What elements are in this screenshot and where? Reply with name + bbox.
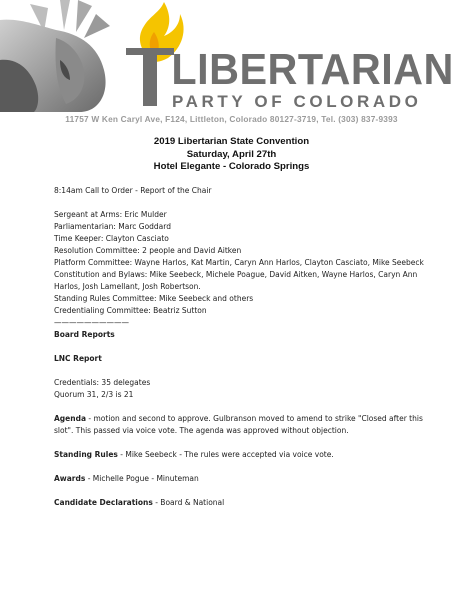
event-date: Saturday, April 27th: [186, 148, 277, 160]
officer-line: Sergeant at Arms: Eric Mulder: [54, 210, 167, 219]
candidate-label: Candidate Declarations: [54, 498, 153, 507]
officer-line: Time Keeper: Clayton Casciato: [54, 234, 169, 243]
org-title-text: LIBERTARIAN: [171, 45, 454, 94]
officer-line: Standing Rules Committee: Mike Seebeck and others: [54, 294, 254, 303]
candidate-text: - Board & National: [152, 498, 225, 507]
org-title: [171, 45, 454, 94]
awards-label: Awards: [54, 474, 86, 483]
standing-rules-paragraph: [54, 449, 424, 461]
event-title: 2019 Libertarian State Convention: [153, 136, 310, 147]
call-to-order: 8:14am Call to Order - Report of the Chair: [54, 186, 212, 195]
logo-t-stem: [143, 48, 157, 106]
standing-rules-label: Standing Rules: [54, 450, 118, 459]
officer-line: Credentialing Committee: Beatriz Sutton: [54, 306, 207, 315]
board-reports-heading: Board Reports: [54, 330, 115, 339]
officer-line: Constitution and Bylaws: Mike Seebeck, Michele Poague, David Aitken, Wayne Harlos, Caryn Ann Harlos, Josh Lamellant, Josh Robertson.: [54, 270, 418, 291]
standing-rules-text: - Mike Seebeck - The rules were accepted via voice vote.: [117, 450, 334, 459]
awards-text: - Michelle Pogue - Minuteman: [85, 474, 199, 483]
statue-of-liberty-icon: [0, 0, 120, 112]
officer-line: Platform Committee: Wayne Harlos, Kat Martin, Caryn Ann Harlos, Clayton Casciato, Mike Seebeck: [54, 258, 424, 267]
candidate-paragraph: [54, 497, 424, 509]
org-subtitle: PARTY OF COLORADO: [172, 92, 422, 111]
lnc-report-heading: LNC Report: [54, 354, 102, 363]
event-header: [0, 136, 463, 174]
event-venue: Hotel Elegante - Colorado Springs: [153, 161, 310, 172]
org-address: 11757 W Ken Caryl Ave, F124, Littleton, Colorado 80127-3719, Tel. (303) 837-9393: [65, 114, 398, 124]
officer-line: Resolution Committee: 2 people and David Aitken: [54, 246, 242, 255]
agenda-text: - motion and second to approve. Gulbranson moved to amend to strike "Closed after this slot". This passed via voice vote. The agenda was approved without objection.: [54, 414, 423, 435]
divider-line: ——————————: [54, 318, 129, 327]
agenda-label: Agenda: [54, 414, 87, 423]
awards-paragraph: [54, 473, 424, 485]
credentials-line: Credentials: 35 delegates: [54, 378, 151, 387]
agenda-paragraph: [54, 413, 424, 437]
quorum-line: Quorum 31, 2/3 is 21: [54, 390, 134, 399]
minutes-body: [54, 185, 424, 509]
letterhead: [0, 0, 463, 126]
officer-line: Parliamentarian: Marc Goddard: [54, 222, 171, 231]
